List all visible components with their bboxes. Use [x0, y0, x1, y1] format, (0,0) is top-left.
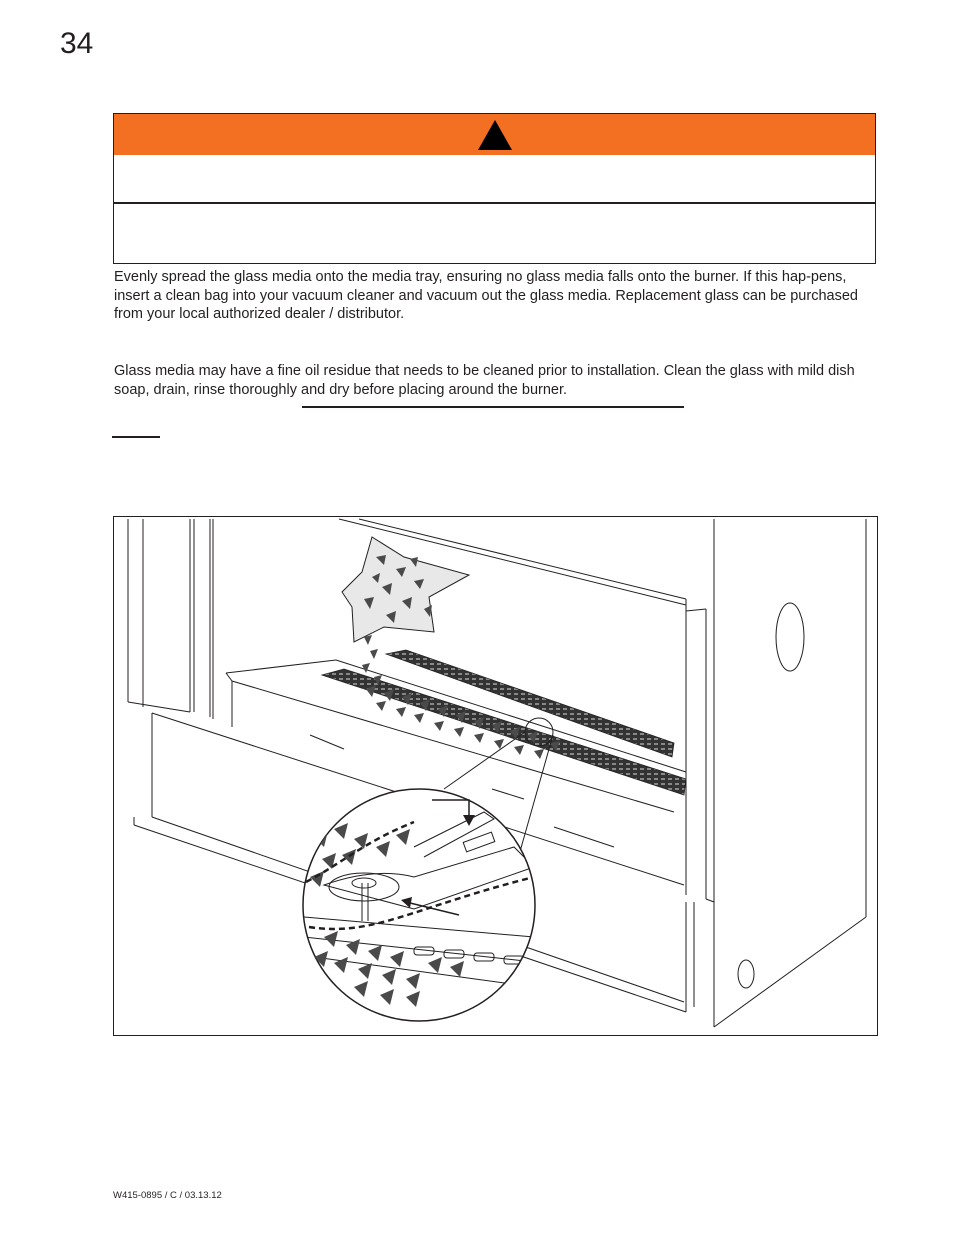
subheading-rule: [112, 436, 160, 438]
instruction-paragraph: Evenly spread the glass media onto the media tray, ensuring no glass media falls onto the burner. If this hap-pens, insert a clean bag into your vacuum cleaner and vacuum out the glass media. Replacement glass can be purchased from your local authorized dealer / distributor.: [114, 269, 858, 322]
warning-triangle-icon: [477, 119, 513, 151]
warning-row-2: [114, 204, 875, 263]
glass-media-installation-illustration: [114, 517, 878, 1036]
heading-rule: [302, 406, 684, 408]
figure-frame: [113, 516, 878, 1036]
cleaning-paragraph: Glass media may have a fine oil residue that needs to be cleaned prior to installation. Clean the glass with mild dish soap, drain, rinse thoroughly and dry before placing around the burner.: [114, 363, 855, 398]
warning-row-1: [114, 155, 875, 204]
warning-box: [113, 113, 876, 264]
document-code: W415-0895 / C / 03.13.12: [113, 1190, 222, 1201]
warning-header: [114, 114, 875, 155]
page-number: 34: [60, 27, 94, 60]
